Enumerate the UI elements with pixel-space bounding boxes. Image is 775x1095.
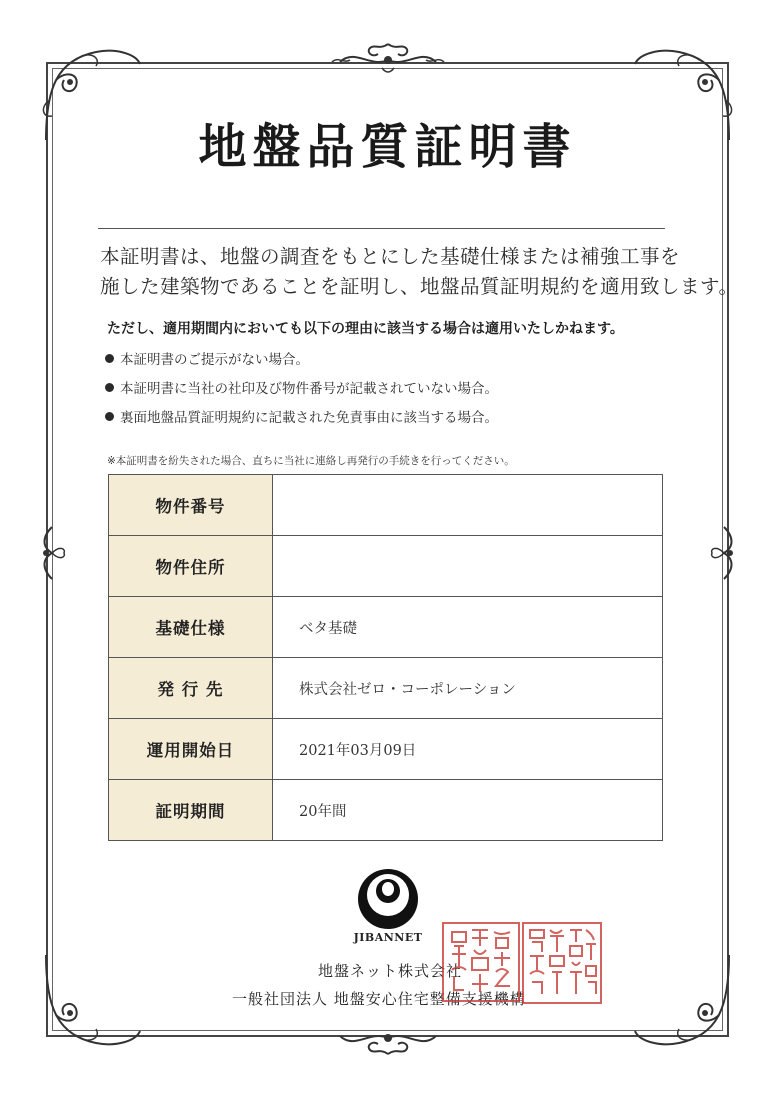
certificate-details-table xyxy=(108,474,663,841)
property-address-label: 物件住所 xyxy=(109,536,273,597)
bullet-icon xyxy=(105,383,114,392)
bottom-center-ornament-icon xyxy=(330,1020,446,1060)
table-row xyxy=(109,780,663,841)
intro-line-1: 本証明書は、地盤の調査をもとにした基礎仕様または補強工事を xyxy=(100,245,681,268)
intro-line-2: 施した建築物であることを証明し、地盤品質証明規約を適用致します。 xyxy=(100,275,739,298)
list-item: 裏面地盤品質証明規約に記載された免責事由に該当する場合。 xyxy=(105,404,498,433)
top-center-ornament-icon xyxy=(330,38,446,78)
foundation-spec-value: ベタ基礎 xyxy=(273,597,663,658)
right-side-ornament-icon xyxy=(706,525,742,581)
title-divider xyxy=(98,228,665,229)
table-row xyxy=(109,658,663,719)
bullet-icon xyxy=(105,354,114,363)
bottom-left-corner-ornament-icon xyxy=(36,945,146,1055)
exclusion-notice: ただし、適用期間内においても以下の理由に該当する場合は適用いたしかねます。 xyxy=(107,321,624,337)
table-row xyxy=(109,475,663,536)
issued-to-value: 株式会社ゼロ・コーポレーション xyxy=(273,658,663,719)
list-item: 本証明書に当社の社印及び物件番号が記載されていない場合。 xyxy=(105,375,498,404)
left-side-ornament-icon xyxy=(34,525,70,581)
certificate-title: 地盤品質証明書 xyxy=(198,119,577,175)
property-number-label: 物件番号 xyxy=(109,475,273,536)
issuer-association: 一般社団法人 地盤安心住宅整備支援機構 xyxy=(232,990,526,1008)
bottom-right-corner-ornament-icon xyxy=(629,945,739,1055)
table-row xyxy=(109,597,663,658)
certification-period-value: 20年間 xyxy=(273,780,663,841)
certification-period-label: 証明期間 xyxy=(109,780,273,841)
exclusion-list xyxy=(105,346,498,433)
foundation-spec-label: 基礎仕様 xyxy=(109,597,273,658)
company-seal-stamp xyxy=(442,922,520,1002)
bullet-icon xyxy=(105,412,114,421)
list-item: 本証明書のご提示がない場合。 xyxy=(105,346,498,375)
start-date-value: 2021年03月09日 xyxy=(273,719,663,780)
start-date-label: 運用開始日 xyxy=(109,719,273,780)
table-row xyxy=(109,719,663,780)
issued-to-label: 発 行 先 xyxy=(109,658,273,719)
reissue-note: ※本証明書を紛失された場合、直ちに当社に連絡し再発行の手続きを行ってください。 xyxy=(107,455,515,467)
jibannet-logo-text: JIBANNET xyxy=(353,931,423,944)
table-row xyxy=(109,536,663,597)
property-number-value xyxy=(273,475,663,536)
property-address-value xyxy=(273,536,663,597)
issuer-company: 地盤ネット株式会社 xyxy=(318,962,463,980)
intro-paragraph xyxy=(100,242,739,302)
jibannet-logo-icon xyxy=(353,865,423,935)
association-seal-stamp xyxy=(522,922,602,1004)
